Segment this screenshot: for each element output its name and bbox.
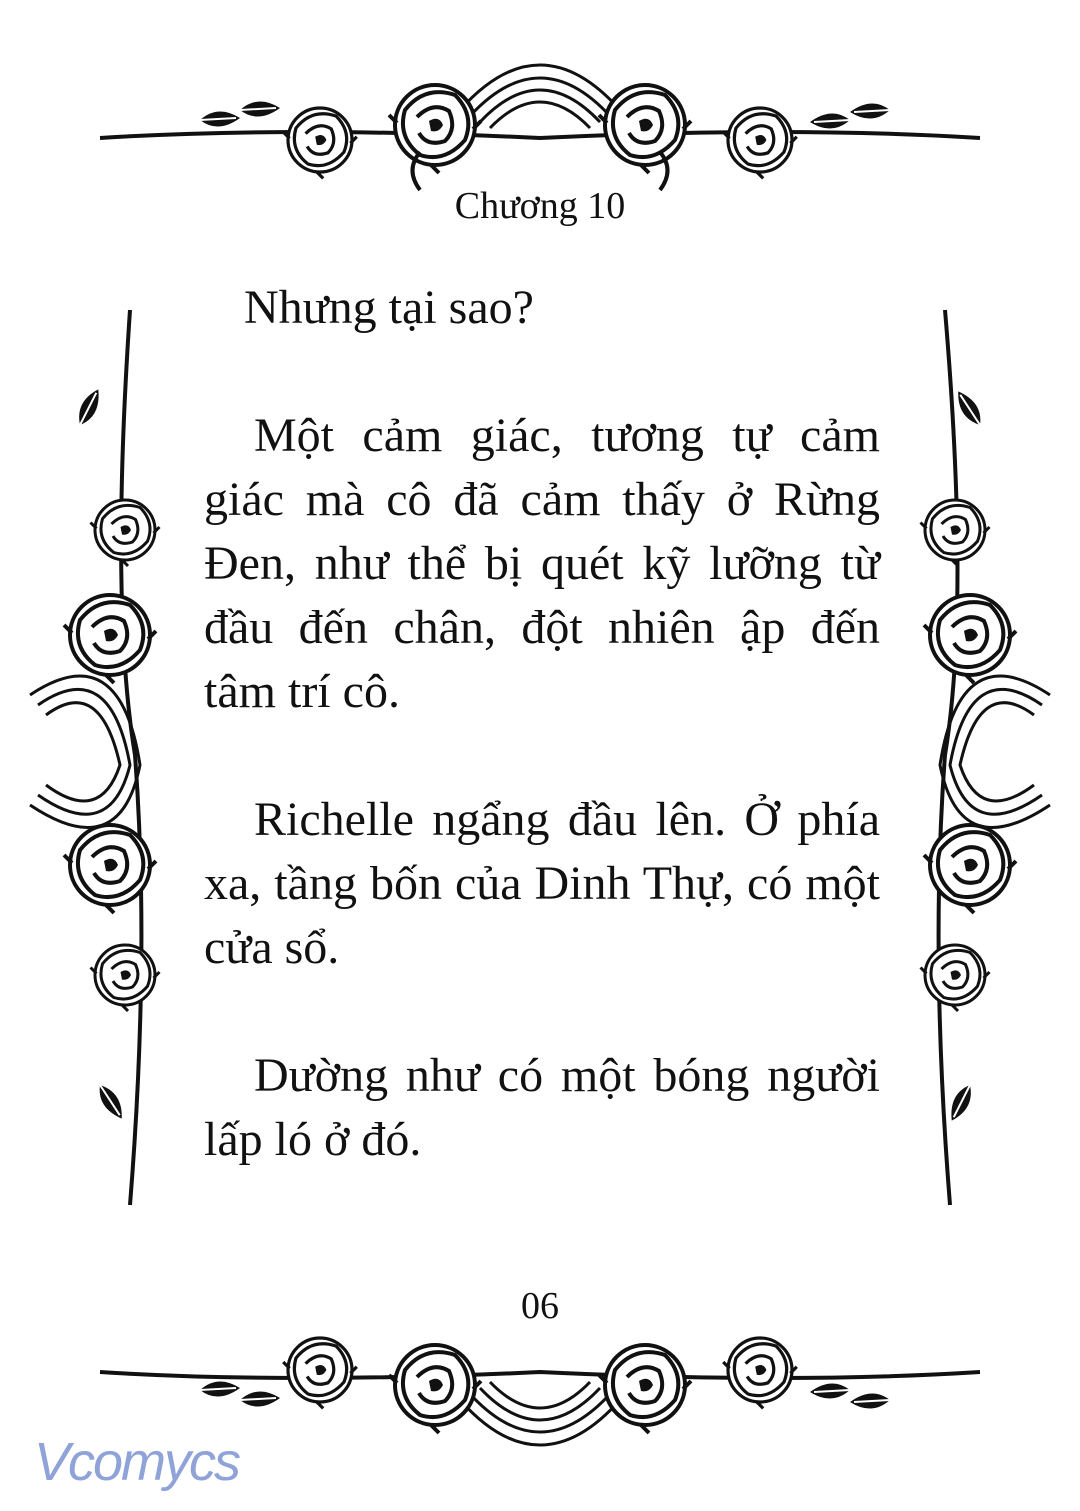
vcomycs-watermark-logo <box>32 1428 262 1492</box>
right-rose-border-icon <box>900 305 1070 1210</box>
paragraph: Richelle ngẩng đầu lên. Ở phía xa, tầng bốn của Dinh Thự, có một cửa sổ. <box>204 793 880 974</box>
paragraph: Nhưng tại sao? <box>244 281 534 334</box>
paragraph: Một cảm giác, tương tự cảm giác mà cô đã cảm thấy ở Rừng Đen, như thể bị quét kỹ lưỡng từ đầu đến chân, đột nhiên ập đến tâm trí cô. <box>204 409 880 718</box>
watermark-text: Vcomycs <box>34 1432 240 1492</box>
left-rose-border-icon <box>10 305 180 1210</box>
chapter-body <box>204 276 880 1236</box>
page-number: 06 <box>521 1285 559 1327</box>
paragraph: Dường như có một bóng người lấp ló ở đó. <box>204 1049 880 1166</box>
chapter-title: Chương 10 <box>454 185 626 227</box>
